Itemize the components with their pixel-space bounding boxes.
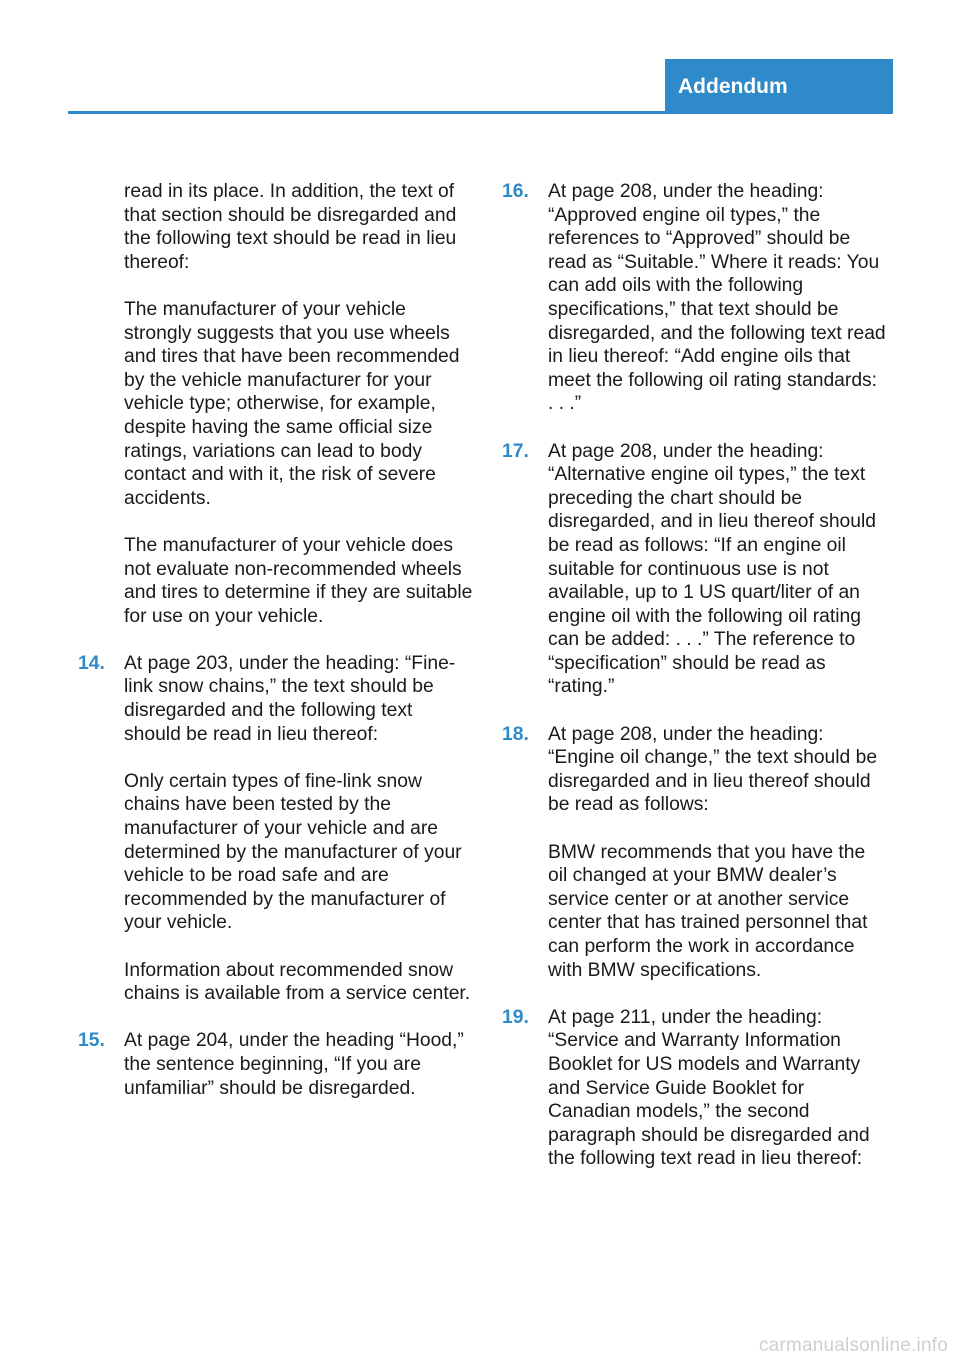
paragraph-text: Only certain types of fine-link snow chains have been tested by the manufacturer of your vehicle and are determined by the manufacturer of your vehicle to be road safe and are recommended by the manufacturer of your vehicle.: [124, 770, 462, 934]
paragraph-text: At page 211, under the heading: “Service and Warranty Information Booklet for US models and Warranty and Service Guide Booklet for Canadian models,” the second paragraph should be disregarded and the following text read in lieu thereof:: [548, 1006, 870, 1170]
paragraph-text: At page 208, under the heading: “Alternative engine oil types,” the text preceding the chart should be disregarded, and in lieu thereof should be read as follows: “If an engine oil suitable for continuous use is not available, up to 1 US quart/liter of an engine oil with the following oil rating can be added: . . .” The reference to “specification” should be read as “rating.”: [548, 440, 877, 698]
watermark: carmanualsonline.info: [758, 1335, 948, 1356]
paragraph-text: The manufacturer of your vehicle strongly suggests that you use wheels and tires that have been recommended by the vehicle manufacturer for your vehicle type; otherwise, for example, despite having the same official size ratings, variations can lead to body contact and with it, the risk of severe accidents.: [124, 298, 460, 509]
right-paragraph: [502, 841, 887, 983]
item-number: 19.: [502, 1006, 529, 1028]
section-title: Addendum: [678, 75, 788, 98]
left-paragraph: [78, 534, 473, 628]
paragraph-text: The manufacturer of your vehicle does not evaluate non-recommended wheels and tires to determine if they are suitable for use on your vehicle.: [124, 534, 473, 627]
paragraph-text: read in its place. In addition, the text of that section should be disregarded and the following text should be read in lieu thereof:: [124, 181, 457, 273]
right-paragraph: [502, 1006, 887, 1171]
right-column: [502, 180, 887, 1195]
right-paragraph: [502, 180, 887, 416]
section-tab: [665, 59, 893, 114]
left-paragraph: [78, 959, 473, 1006]
left-paragraph: [78, 298, 473, 510]
paragraph-text: Information about recommended snow chains is available from a service center.: [124, 959, 471, 1005]
paragraph-text: At page 204, under the heading “Hood,” the sentence beginning, “If you are unfamiliar” should be disregarded.: [124, 1030, 464, 1099]
right-paragraph: [502, 723, 887, 817]
paragraph-text: BMW recommends that you have the oil changed at your BMW dealer’s service center or at another service center that has trained personnel that can perform the work in accordance with BMW specifications.: [548, 841, 868, 981]
paragraph-text: At page 208, under the heading: “Engine oil change,” the text should be disregarded and in lieu thereof should be read as follows:: [548, 723, 878, 816]
item-number: 18.: [502, 723, 529, 745]
left-column: [78, 180, 473, 1124]
paragraph-text: At page 208, under the heading: “Approved engine oil types,” the references to “Approved” should be read as “Suitable.” Where it reads: You can add oils with the following specifications,” that text should be disregarded, and the following text read in lieu thereof: “Add engine oils that meet the following oil rating standards: . . .”: [548, 181, 886, 415]
item-number: 14.: [78, 652, 105, 674]
item-number: 17.: [502, 440, 529, 462]
item-number: 15.: [78, 1030, 105, 1052]
paragraph-text: At page 203, under the heading: “Fine-link snow chains,” the text should be disregarded and the following text should be read in lieu thereof:: [124, 652, 456, 745]
item-number: 16.: [502, 181, 529, 202]
right-paragraph: [502, 440, 887, 700]
left-paragraph: [78, 770, 473, 935]
left-paragraph: [78, 1029, 473, 1100]
left-paragraph: [78, 180, 473, 274]
left-paragraph: [78, 652, 473, 746]
